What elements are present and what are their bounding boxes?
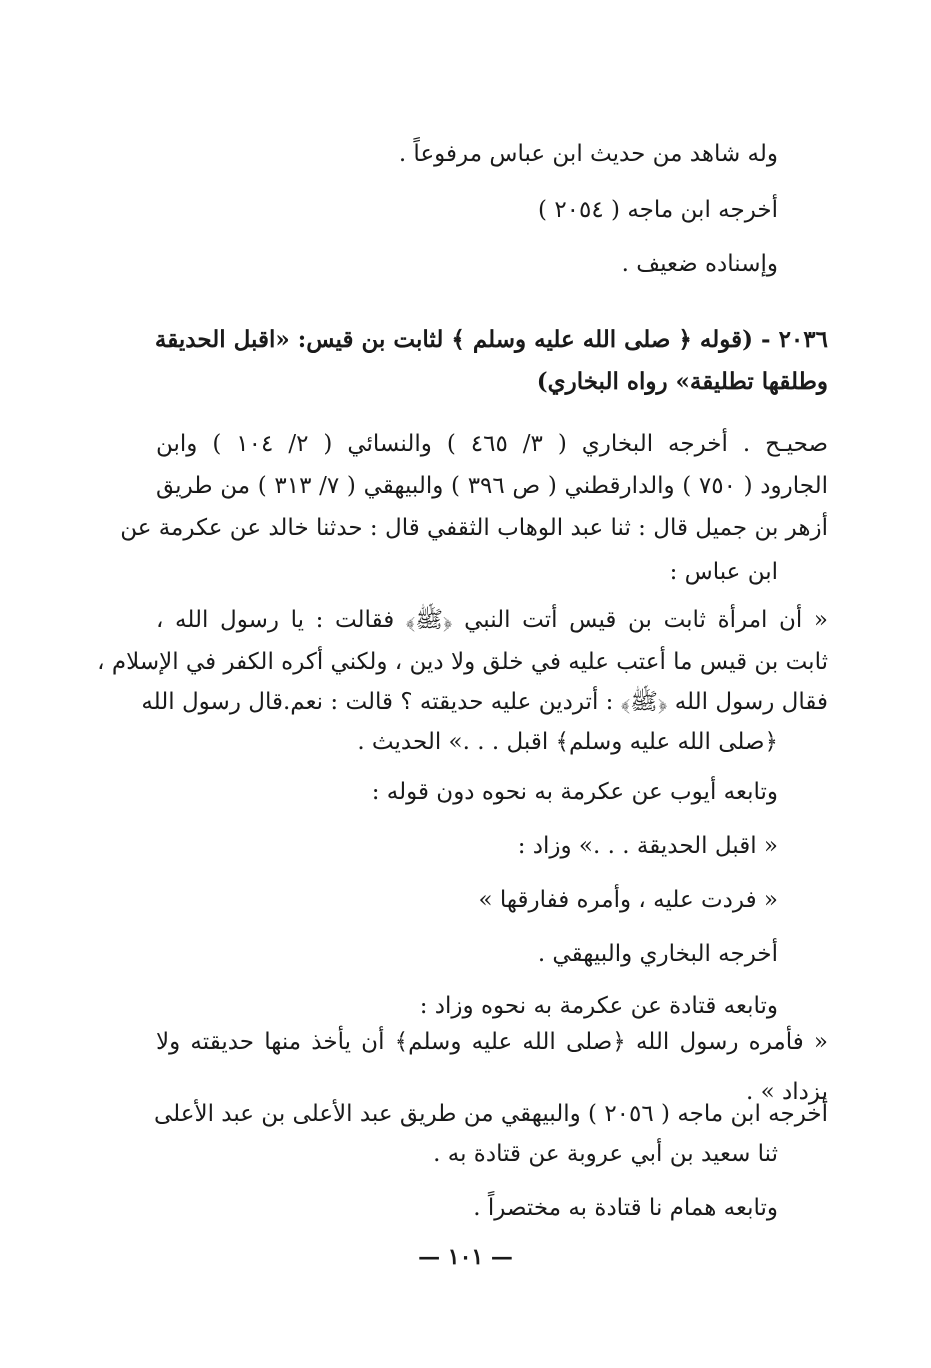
takhrij-line-1: صحيـح . أخرجه البخاري ( ٣/ ٤٦٥ ) والنسائي ( ٢/ ١٠٤ ) وابن	[156, 431, 829, 457]
follow-line-6: « فأمره رسول الله ﴿صلى الله عليه وسلم﴾ أن يأخذ منها حديقته ولا	[156, 1029, 828, 1055]
takhrij-line-3: أزهر بن جميل قال : ثنا عبد الوهاب الثقفي قال : حدثنا خالد عن عكرمة عن	[120, 515, 828, 541]
hadith-text-line-4: ﴿صلى الله عليه وسلم﴾ اقبل . . .» الحديث .	[357, 729, 778, 755]
intro-line-2: أخرجه ابن ماجه ( ٢٠٥٤ )	[538, 197, 778, 223]
follow-line-8: أخرجه ابن ماجه ( ٢٠٥٦ ) والبيهقي من طريق عبد الأعلى بن عبد الأعلى	[153, 1101, 828, 1127]
follow-line-9: ثنا سعيد بن أبي عروبة عن قتادة به .	[433, 1141, 778, 1167]
intro-line-3: وإسناده ضعيف .	[621, 251, 778, 277]
hadith-text-line-1: « أن امرأة ثابت بن قيس أتت النبي ﴿ﷺ﴾ فقالت : يا رسول الله ،	[156, 607, 828, 633]
intro-line-1: وله شاهد من حديث ابن عباس مرفوعاً .	[398, 141, 778, 167]
follow-line-3: « فردت عليه ، وأمره ففارقها »	[478, 887, 778, 913]
follow-line-1: وتابعه أيوب عن عكرمة به نحوه دون قوله :	[371, 779, 778, 805]
page-number: — ١٠١ —	[418, 1244, 513, 1270]
hadith-heading-line-2: وطلقها تطليقة» رواه البخاري)	[536, 368, 828, 395]
hadith-text-line-2: ثابت بن قيس ما أعتب عليه في خلق ولا دين ، ولكني أكره الكفر في الإسلام ،	[97, 649, 828, 675]
follow-line-4: أخرجه البخاري والبيهقي .	[537, 941, 778, 967]
hadith-heading-line-1: ٢٠٣٦ - (قوله ﴿ صلى الله عليه وسلم ﴾ لثابت بن قيس: «اقبل الحديقة	[154, 326, 828, 353]
takhrij-line-4: ابن عباس :	[669, 559, 778, 585]
takhrij-line-2: الجارود ( ٧٥٠ ) والدارقطني ( ص ٣٩٦ ) والبيهقي ( ٧/ ٣١٣ ) من طريق	[156, 473, 829, 499]
follow-line-5: وتابعه قتادة عن عكرمة به نحوه وزاد :	[419, 993, 778, 1019]
follow-line-2: « اقبل الحديقة . . .» وزاد :	[517, 833, 778, 859]
follow-line-10: وتابعه همام نا قتادة به مختصراً .	[473, 1195, 778, 1221]
hadith-text-line-3: فقال رسول الله ﴿ﷺ﴾ : أتردين عليه حديقته ؟ قالت : نعم.قال رسول الله	[141, 689, 828, 715]
follow-line-7: يزداد » .	[746, 1079, 828, 1105]
